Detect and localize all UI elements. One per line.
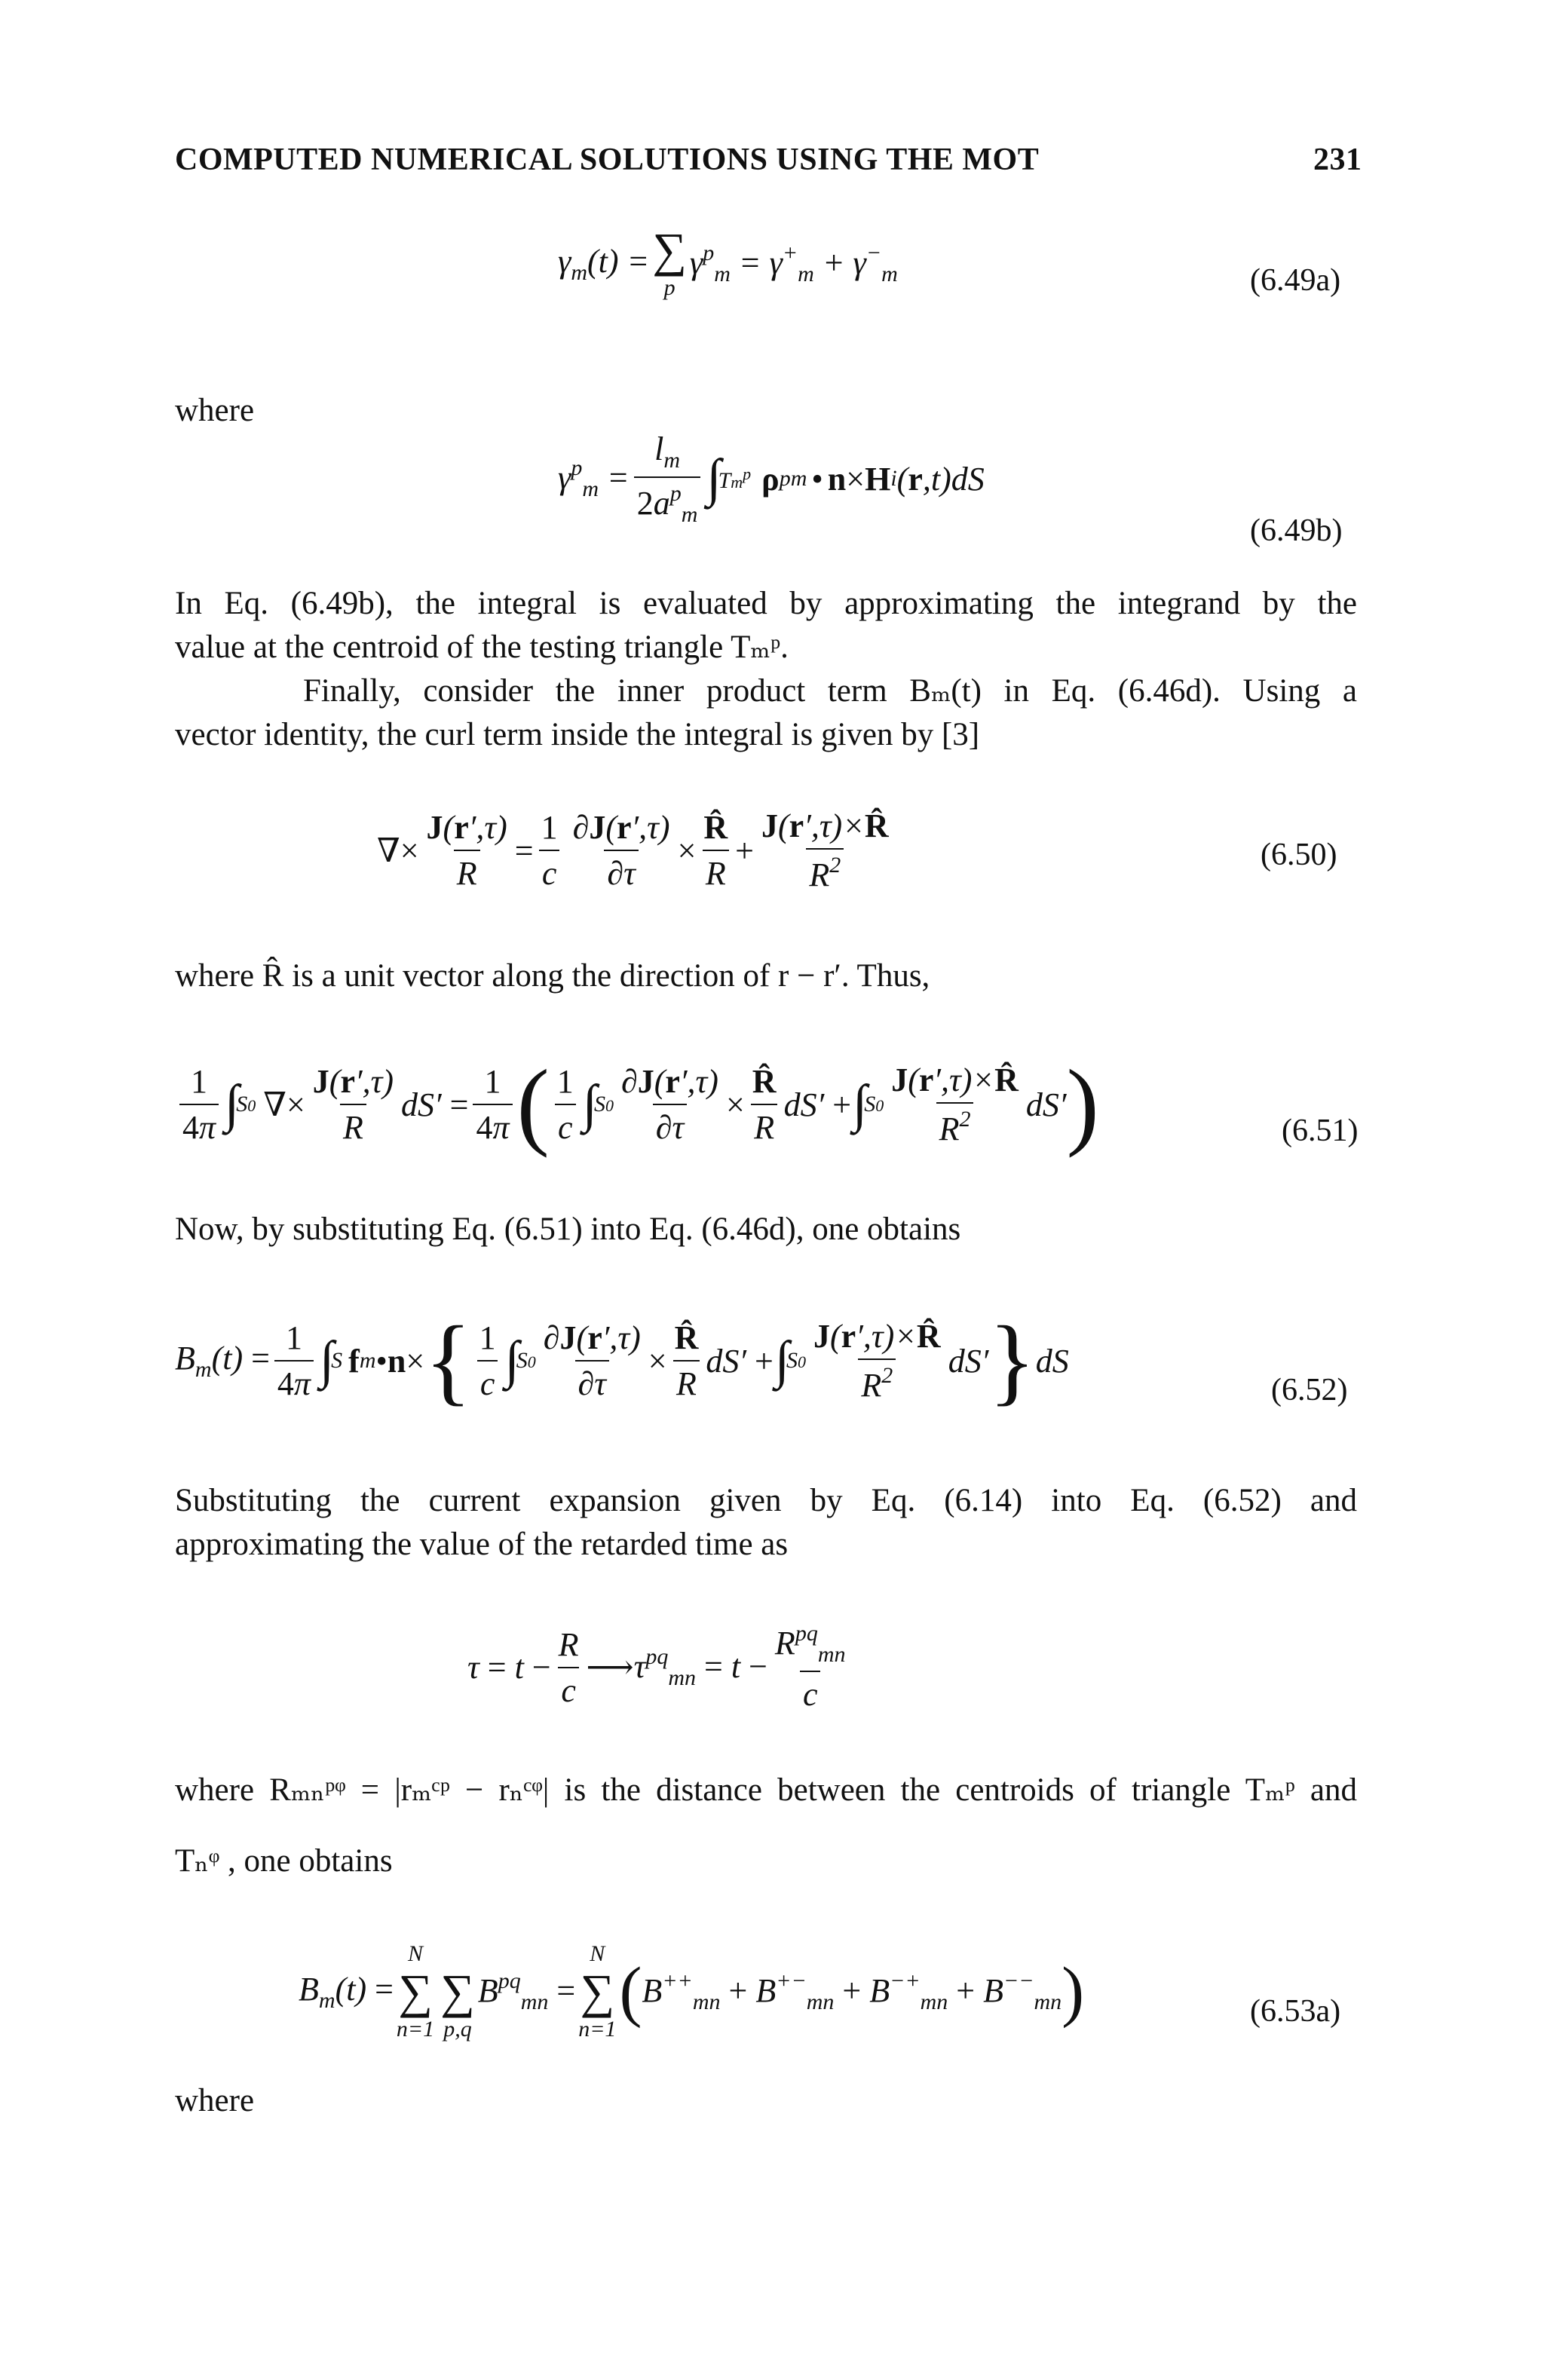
equation-number: (6.50) (1261, 838, 1337, 872)
equation-6-49a: $\gamma_m(t)$ = ∑ p $\gamma^p_m = \gamma^+_m + \gamma^-_m$ (558, 223, 898, 300)
paragraph-1 (175, 582, 1357, 757)
equation-6-53a: $B_m(t)$ = N ∑ n=1 ∑ p,q $B^{pq}_{mn}$ = N ∑ n=1 ( $B^{++}_{mn} + B^{+-}_{mn} + B^{-+}_{mn} + B^{--}_{mn}$ ) (299, 1941, 1085, 2042)
text-line: approximating the value of the retarded time as (175, 1527, 789, 1562)
equation-number: (6.49a) (1250, 263, 1341, 298)
paragraph-4: Now, by substituting Eq. (6.51) into Eq. (6.46d), one obtains (175, 1211, 961, 1247)
equation-number: (6.53a) (1250, 1994, 1341, 2029)
where-label: where (175, 393, 255, 428)
equation-6-49b: $\gamma^p_m$ = $\frac{l_m}{2a^p_m}$ ∫ Tm$^p$ ρ p m • n × H i ( r ,t)dS (558, 430, 985, 527)
equation-retarded-time: τ = t − $\frac{R}{c}$ ⟶ $\tau^{pq}_{mn} = t$ − $\frac{R^{pq}_{mn}}{c}$ (467, 1621, 846, 1713)
text-line: Substituting the current expansion given by Eq. (6.14) into Eq. (6.52) and (175, 1483, 1357, 1518)
text-line: where Rₘₙᵖᵠ = |rₘᶜᵖ − rₙᶜᵠ| is the distance between the centroids of triangle Tₘᵖ and (175, 1772, 1357, 1808)
paragraph-3: where R̂ is a unit vector along the direction of r − r′. Thus, (175, 958, 930, 994)
paragraph-5 (175, 1479, 1357, 1567)
equation-number: (6.49b) (1250, 513, 1343, 548)
text-line: In Eq. (6.49b), the integral is evaluated by approximating the integrand by the (175, 586, 1357, 621)
where-label: where (175, 2083, 255, 2118)
equation-6-51: $\frac{1}{4\pi}$ ∫ S0 ∇× $\frac{J(r',\tau)}{R}$ dS′ = $\frac{1}{4\pi}$ ( $\frac{1}{c}$ ∫ S0 $\frac{\partial J(r',\tau)}{\partial\tau}$ × $\frac{R̂}{R}$ dS′ + ∫ S0 $\frac{J(r',\tau)\times R̂}{R^2}$ dS′ ) (175, 1055, 1099, 1153)
running-header-title: COMPUTED NUMERICAL SOLUTIONS USING THE MOT (175, 142, 1040, 177)
text-line: Finally, consider the inner product term Bₘ(t) in Eq. (6.46d). Using a (303, 673, 1357, 709)
equation-6-50: ∇× $\frac{J(r',\tau)}{R}$ = $\frac{1}{c}$ $\frac{\partial J(r',\tau)}{\partial\tau}$ × $\frac{R̂}{R}$ + $\frac{J(r',\tau)\times R̂}{R^2}$ (377, 807, 889, 893)
text-line: vector identity, the curl term inside the integral is given by [3] (175, 717, 980, 752)
page-number: 231 (1313, 142, 1362, 177)
equation-6-52: $B_m(t)$ = $\frac{1}{4\pi}$ ∫ S f m • n × { $\frac{1}{c}$ ∫ S0 $\frac{\partial J(r',\tau)}{\partial\tau}$ × $\frac{R̂}{R}$ dS′ + ∫ S0 $\frac{J(r',\tau)\times R̂}{R^2}$ dS′ } dS (175, 1306, 1069, 1415)
equation-number: (6.52) (1271, 1373, 1348, 1407)
paragraph-6-continued: Tₙᵠ , one obtains (175, 1843, 393, 1879)
equation-number: (6.51) (1282, 1113, 1359, 1148)
paragraph-6 (175, 1769, 1357, 1812)
text-line: value at the centroid of the testing triangle Tₘᵖ. (175, 629, 789, 665)
